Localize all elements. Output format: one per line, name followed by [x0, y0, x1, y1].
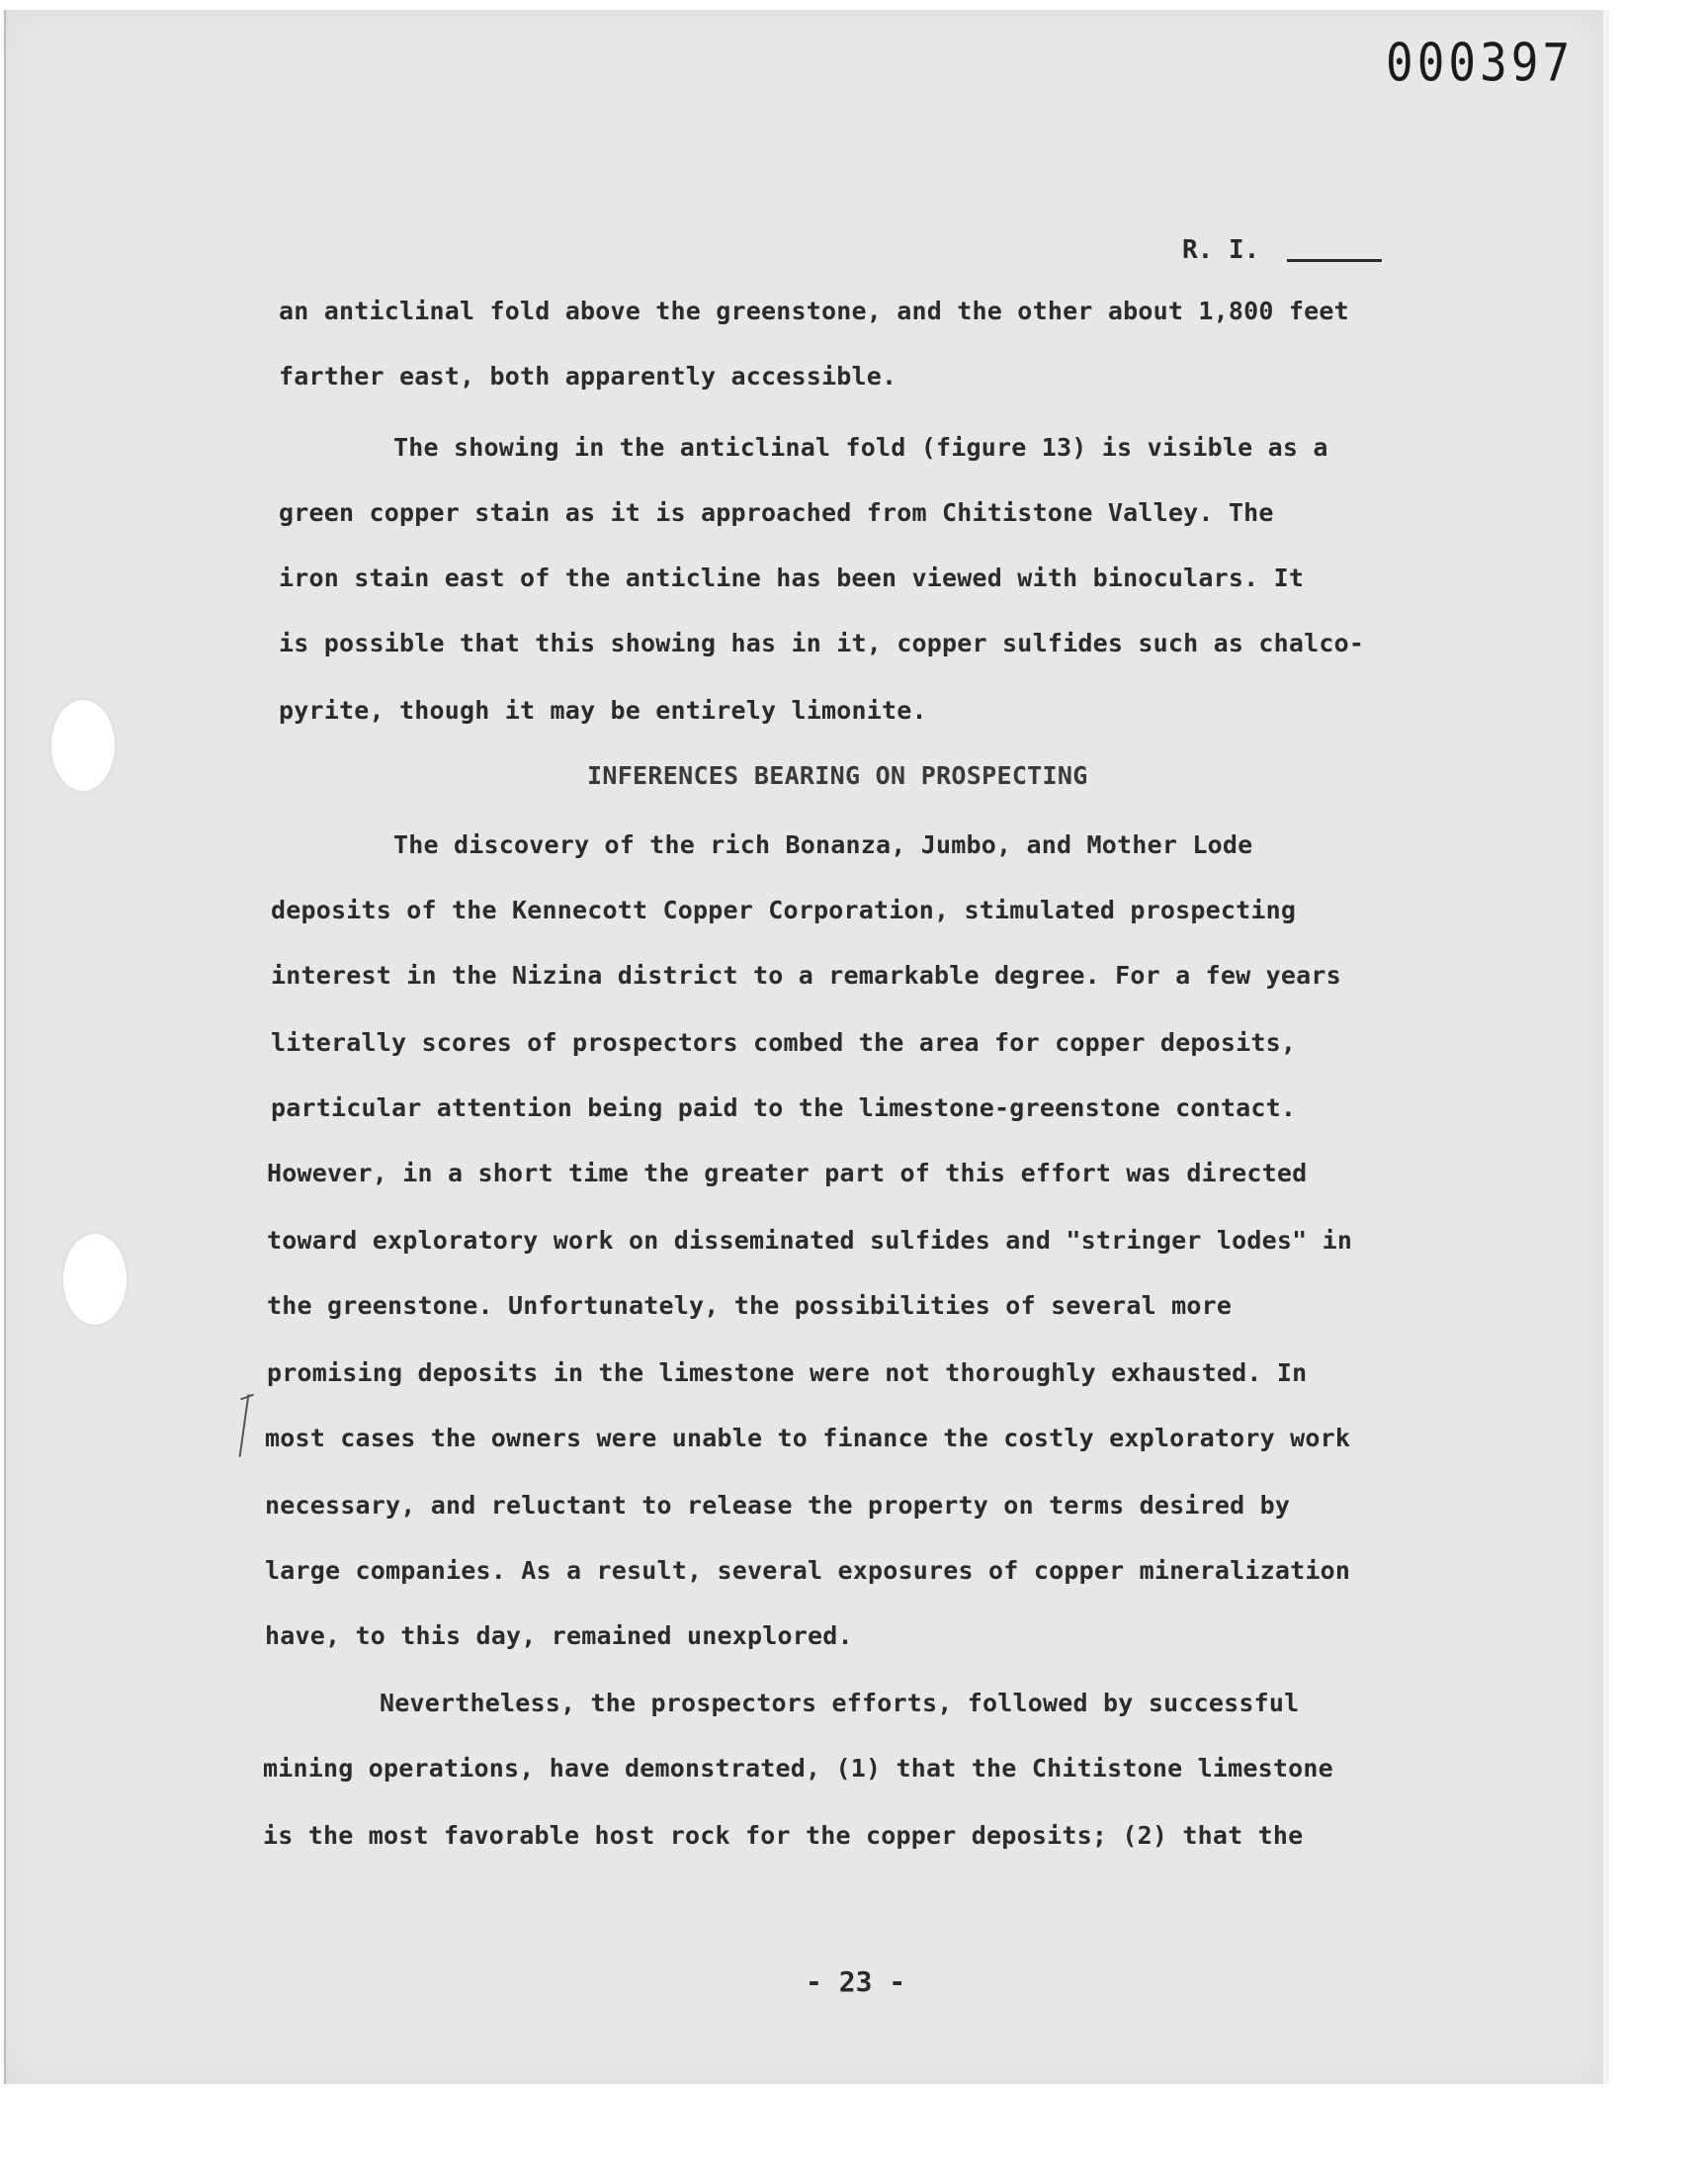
- text-line: an anticlinal fold above the greenstone, and the other about 1,800 feet: [279, 297, 1349, 325]
- text-line: promising deposits in the limestone were not thoroughly exhausted. In: [267, 1358, 1308, 1387]
- punch-hole: [51, 700, 115, 791]
- text-line: large companies. As a result, several exposures of copper mineralization: [265, 1556, 1351, 1585]
- text-line: mining operations, have demonstrated, (1) that the Chitistone limestone: [263, 1754, 1333, 1783]
- punch-hole: [63, 1234, 127, 1325]
- text-line: iron stain east of the anticline has been viewed with binoculars. It: [279, 564, 1305, 592]
- text-line: The discovery of the rich Bonanza, Jumbo, and Mother Lode: [393, 830, 1253, 859]
- text-line: green copper stain as it is approached from Chitistone Valley. The: [279, 498, 1274, 527]
- text-line: the greenstone. Unfortunately, the possibilities of several more: [267, 1291, 1233, 1320]
- text-line: deposits of the Kennecott Copper Corporation, stimulated prospecting: [271, 896, 1297, 924]
- text-line: is possible that this showing has in it, copper sulfides such as chalco-: [279, 629, 1365, 657]
- page-edge: [1603, 10, 1609, 2084]
- report-label: R. I.: [1182, 235, 1260, 265]
- text-line: have, to this day, remained unexplored.: [265, 1621, 853, 1650]
- text-line: pyrite, though it may be entirely limonite.: [279, 696, 927, 725]
- text-line: most cases the owners were unable to finance the costly exploratory work: [265, 1424, 1351, 1452]
- text-line: literally scores of prospectors combed the area for copper deposits,: [271, 1028, 1297, 1057]
- page-number: - 23 -: [806, 1965, 906, 1998]
- text-line: Nevertheless, the prospectors efforts, followed by successful: [380, 1689, 1300, 1717]
- report-number-blank: [1287, 259, 1382, 262]
- text-line: farther east, both apparently accessible.: [279, 362, 897, 391]
- text-line: However, in a short time the greater part of this effort was directed: [267, 1159, 1308, 1187]
- text-line: toward exploratory work on disseminated sulfides and "stringer lodes" in: [267, 1226, 1353, 1255]
- text-line: necessary, and reluctant to release the property on terms desired by: [265, 1491, 1291, 1520]
- section-heading: INFERENCES BEARING ON PROSPECTING: [587, 761, 1088, 790]
- text-line: The showing in the anticlinal fold (figure 13) is visible as a: [393, 433, 1328, 462]
- text-line: interest in the Nizina district to a remarkable degree. For a few years: [271, 961, 1341, 990]
- text-line: particular attention being paid to the limestone-greenstone contact.: [271, 1093, 1297, 1122]
- text-line: is the most favorable host rock for the copper deposits; (2) that the: [263, 1821, 1304, 1850]
- bates-stamp-number: 000397: [1386, 32, 1575, 94]
